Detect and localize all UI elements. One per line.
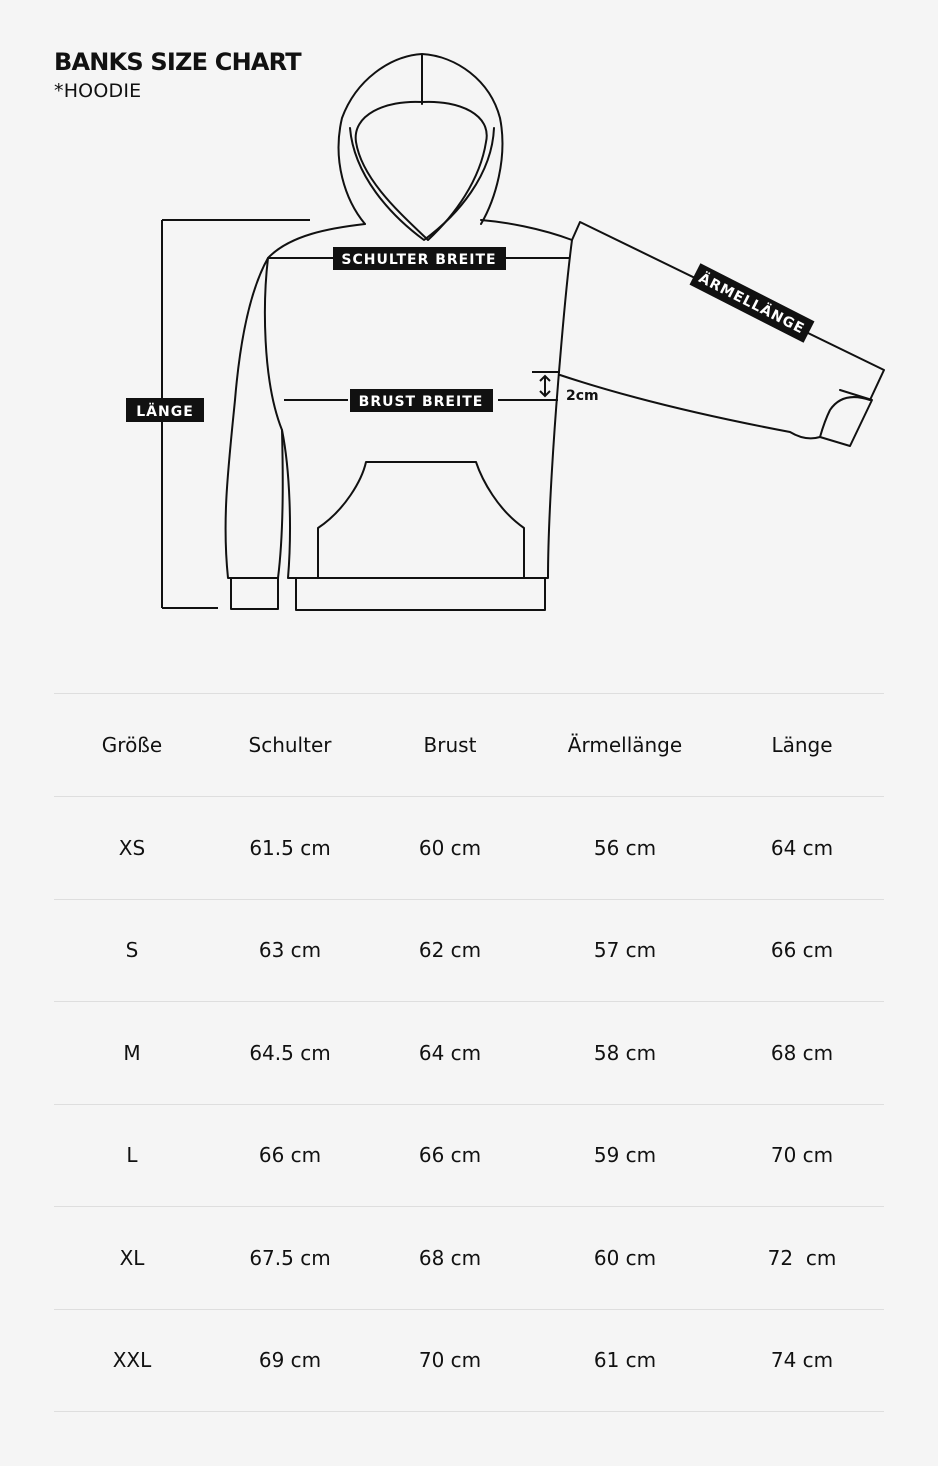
cell-chest: 60 cm [418, 835, 482, 860]
hood-outline [339, 54, 503, 224]
cell-sleeve: 60 cm [593, 1245, 657, 1270]
sleeve-label: ÄRMELLÄNGE [695, 270, 808, 338]
table-row [54, 797, 884, 900]
cell-size: XXL [112, 1348, 152, 1373]
chart-title: BANKS SIZE CHART [54, 48, 301, 76]
cell-shoulder: 64.5 cm [249, 1040, 331, 1065]
cell-chest: 68 cm [418, 1245, 482, 1270]
header-sleeve: Ärmellänge [567, 733, 683, 757]
left-cuff [231, 578, 278, 609]
cell-size: XS [118, 835, 146, 860]
cell-chest: 66 cm [418, 1143, 482, 1168]
table-row [54, 1104, 884, 1207]
cell-size: XL [119, 1245, 145, 1270]
chest-label: BRUST BREITE [358, 394, 484, 410]
kangaroo-pocket [318, 462, 524, 578]
cell-shoulder: 67.5 cm [249, 1245, 331, 1270]
cell-chest: 62 cm [418, 938, 482, 963]
right-sleeve [560, 222, 884, 438]
offset-label: 2cm [566, 388, 599, 404]
cell-chest: 64 cm [418, 1040, 482, 1065]
table-row [54, 1207, 884, 1310]
cell-size: S [125, 938, 139, 963]
cell-sleeve: 58 cm [593, 1040, 657, 1065]
cell-length: 68 cm [770, 1040, 834, 1065]
cell-sleeve: 59 cm [593, 1143, 657, 1168]
cell-size: L [126, 1143, 138, 1168]
header-size: Größe [101, 733, 163, 757]
table-row [54, 1002, 884, 1105]
shoulder-label: SCHULTER BREITE [341, 252, 497, 268]
cell-sleeve: 57 cm [593, 938, 657, 963]
cell-size: M [123, 1040, 141, 1065]
table-header-row [54, 694, 884, 797]
cell-length: 66 cm [770, 938, 834, 963]
length-label: LÄNGE [136, 404, 194, 420]
hood-face [356, 102, 487, 240]
cell-shoulder: 63 cm [258, 938, 322, 963]
table-row [54, 899, 884, 1002]
cell-shoulder: 66 cm [258, 1143, 322, 1168]
hoodie-diagram [0, 0, 938, 660]
cell-chest: 70 cm [418, 1348, 482, 1373]
cell-length: 70 cm [770, 1143, 834, 1168]
waistband [296, 578, 545, 610]
cell-shoulder: 61.5 cm [249, 835, 331, 860]
cell-length: 64 cm [770, 835, 834, 860]
size-table [54, 693, 884, 1412]
left-sleeve [226, 258, 283, 578]
header-shoulder: Schulter [248, 733, 332, 757]
cell-sleeve: 61 cm [593, 1348, 657, 1373]
cell-shoulder: 69 cm [258, 1348, 322, 1373]
table-row [54, 1309, 884, 1412]
cell-sleeve: 56 cm [593, 835, 657, 860]
cell-length: 72 cm [767, 1245, 837, 1270]
header-chest: Brust [423, 733, 477, 757]
header-length: Länge [771, 733, 833, 757]
chart-subtitle: *HOODIE [54, 80, 142, 102]
cell-length: 74 cm [770, 1348, 834, 1373]
